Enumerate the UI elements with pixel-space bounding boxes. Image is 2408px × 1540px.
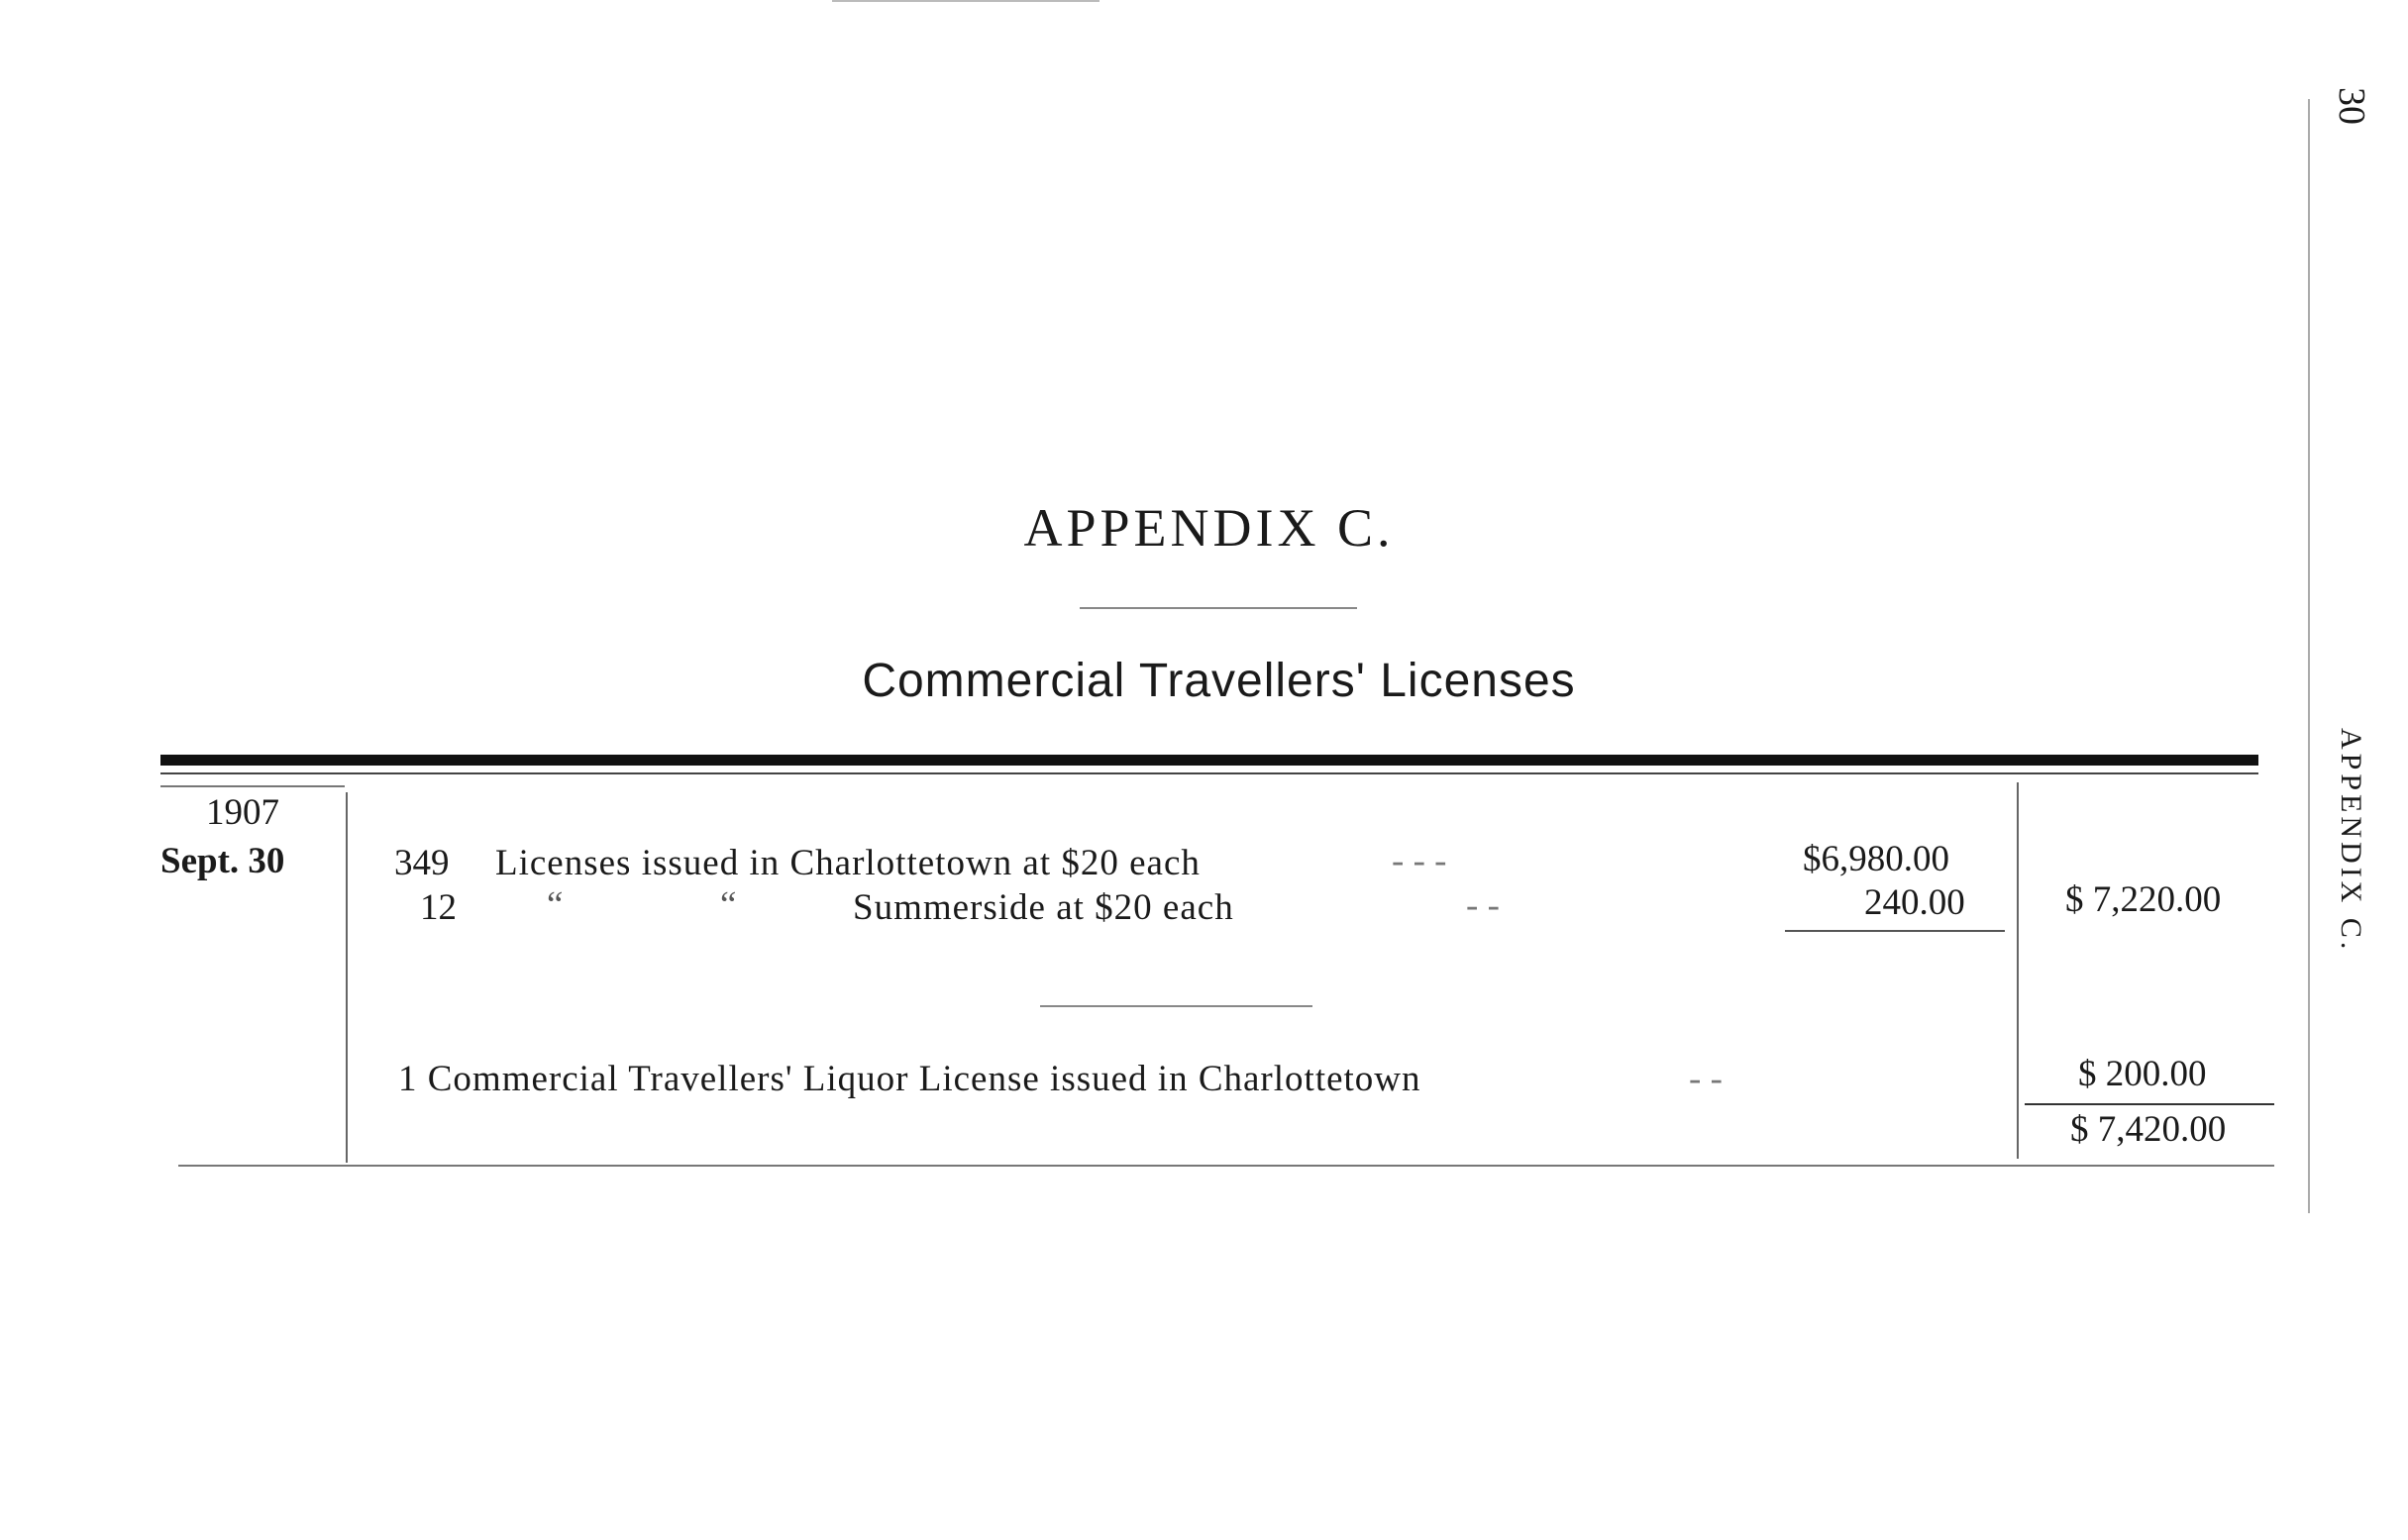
row-description: Licenses issued in Charlottetown at $20 each [495,843,1201,883]
table-bottom-rule [178,1165,2274,1167]
liquor-description: 1 Commercial Travellers' Liquor License issued in Charlottetown [398,1059,1421,1099]
row-leaders: - - [1466,885,1500,926]
section-subtitle: Commercial Travellers' Licenses [862,655,1576,707]
running-head: APPENDIX C. [2335,728,2367,954]
ditto-mark: “ [547,884,564,925]
section-divider [1040,1005,1312,1007]
row-amount: $6,980.00 [1803,839,1949,879]
subtotal-amount: $ 7,220.00 [2065,879,2222,920]
date-column-rule [346,792,348,1163]
amount-sum-rule [1785,930,2005,932]
row-description: Summerside at $20 each [853,887,1234,928]
table-top-rule-thick [160,755,2258,766]
ditto-mark: “ [720,884,737,925]
scan-mark-top [832,0,1099,2]
total-column-rule [2017,782,2019,1159]
left-top-rule [160,785,345,787]
row-count: 349 [394,843,450,883]
row-count: 12 [420,887,457,928]
table-top-rule-thin [160,772,2258,774]
date-day: Sept. 30 [160,841,285,881]
grand-total-rule [2025,1103,2274,1105]
margin-rule [2308,99,2310,1213]
page-number: 30 [2331,87,2372,125]
appendix-title: APPENDIX C. [1023,498,1395,558]
liquor-amount: $ 200.00 [2078,1054,2207,1094]
row-leaders: - - - [1392,841,1447,881]
liquor-leaders: - - [1689,1059,1723,1099]
row-amount: 240.00 [1864,882,1965,923]
grand-total-amount: $ 7,420.00 [2070,1109,2227,1150]
title-rule [1080,607,1357,609]
date-year: 1907 [206,792,279,833]
